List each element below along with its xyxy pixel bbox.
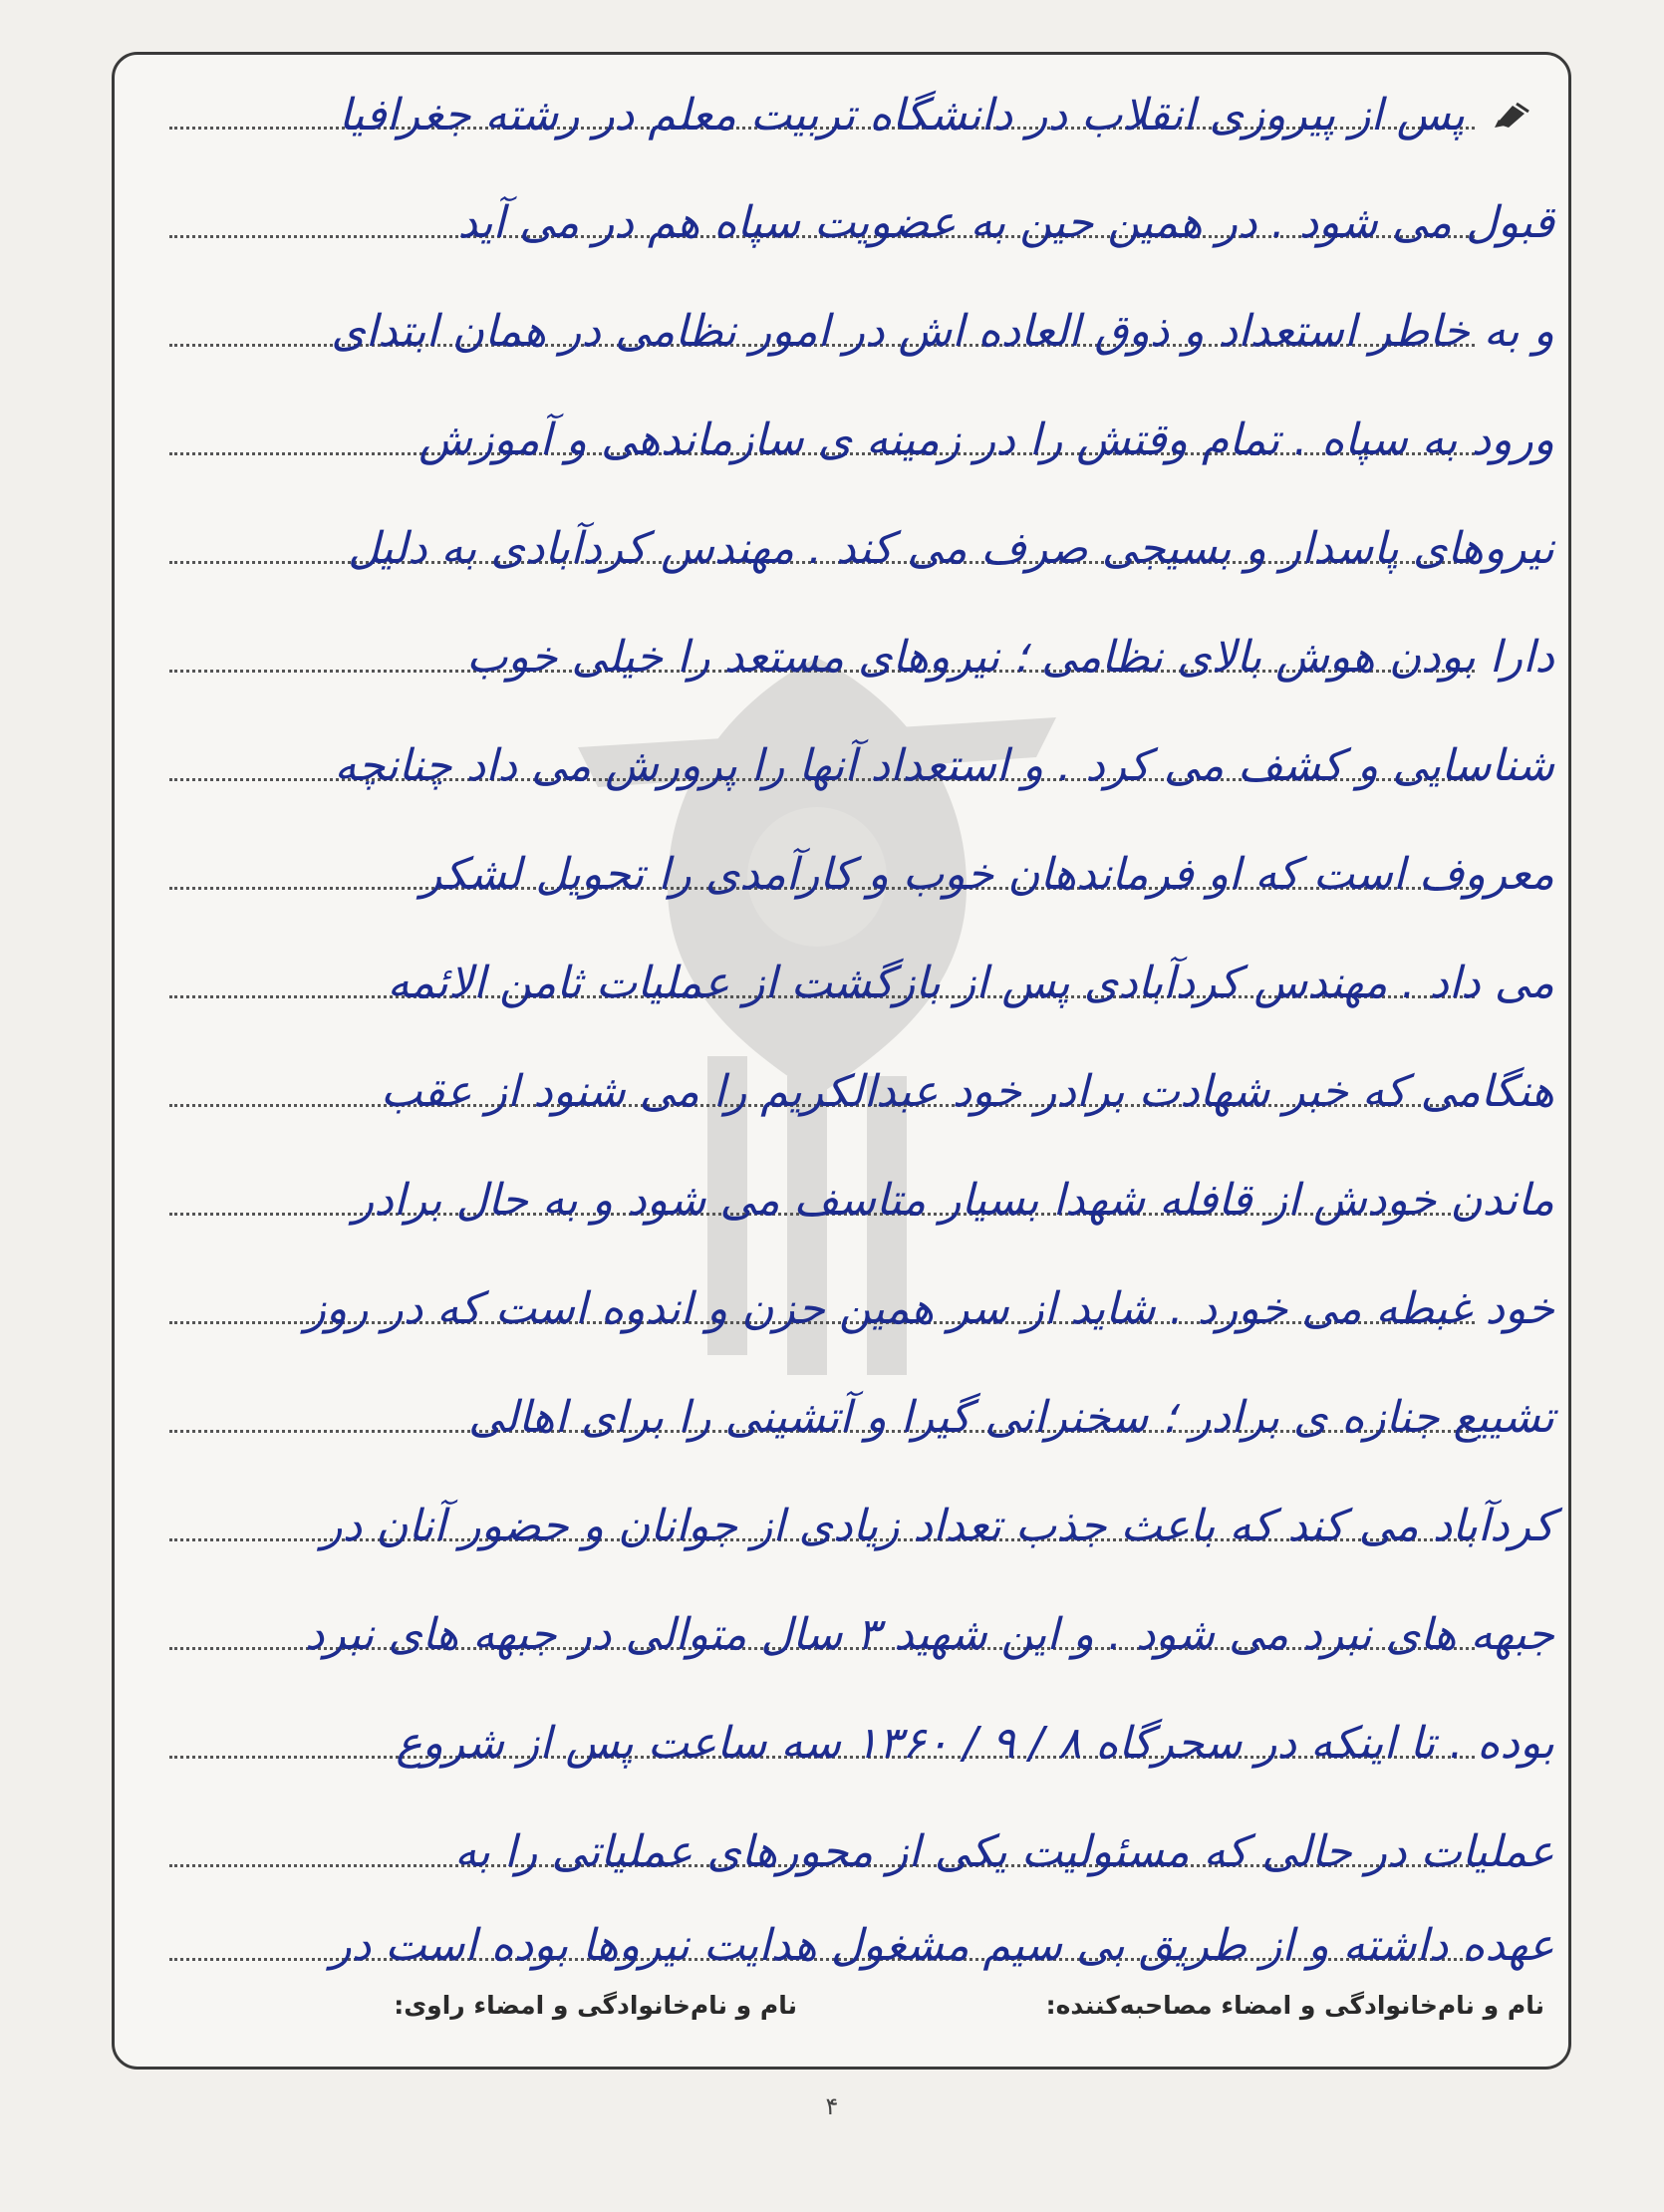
handwritten-line: کردآباد می کند که باعث جذب تعداد زیادی از جوانان و حضور آنان در (321, 1501, 1554, 1551)
handwritten-line: ورود به سپاه . تمام وقتش را در زمینه ی سازماندهی و آموزش (418, 415, 1554, 465)
handwritten-line: شناسایی و کشف می کرد . و استعداد آنها را پرورش می داد چنانچه (334, 740, 1554, 791)
handwritten-line: خود غبطه می خورد . شاید از سر همین حزن و اندوه است که در روز (304, 1283, 1554, 1334)
narrator-signature-label: نام و نام‌خانوادگی و امضاء راوی: (394, 1991, 797, 2020)
handwritten-line: عهده داشته و از طریق بی سیم مشغول هدایت نیروها بوده است در (330, 1920, 1554, 1971)
handwritten-line: تشییع جنازه ی برادر ؛ سخنرانی گیرا و آتشینی را برای اهالی (468, 1392, 1554, 1443)
handwritten-line: دارا بودن هوش بالای نظامی ؛ نیروهای مستعد را خیلی خوب (466, 632, 1554, 683)
handwritten-line: معروف است که او فرماندهان خوب و کارآمدی را تحویل لشکر (420, 849, 1554, 900)
handwritten-line: جبهه های نبرد می شود . و این شهید ۳ سال متوالی در جبهه های نبرد (304, 1609, 1554, 1660)
handwritten-line: و به خاطر استعداد و ذوق العاده اش در امور نظامی در همان ابتدای (331, 306, 1554, 357)
handwritten-line: می داد . مهندس کردآبادی پس از بازگشت از عملیات ثامن الائمه (387, 958, 1554, 1008)
handwritten-line: هنگامی که خبر شهادت برادر خود عبدالکریم را می شنود از عقب (381, 1066, 1554, 1117)
handwritten-line: بوده . تا اینکه در سحرگاه ۸ / ۹ / ۱۳۶۰ سه ساعت پس از شروع (396, 1718, 1554, 1769)
handwritten-line: پس از پیروزی انقلاب در دانشگاه تربیت معلم در رشته جغرافیا (338, 90, 1465, 140)
handwritten-line: قبول می شود . در همین حین به عضویت سپاه هم در می آید (457, 197, 1554, 248)
page-number: ۴ (825, 2092, 839, 2120)
pen-icon (1493, 100, 1532, 130)
handwritten-line: ماندن خودش از قافله شهدا بسیار متاسف می شود و به حال برادر (352, 1175, 1554, 1226)
interviewer-signature-label: نام و نام‌خانوادگی و امضاء مصاحبه‌کننده: (1045, 1991, 1544, 2020)
handwritten-line: عملیات در حالی که مسئولیت یکی از محورهای عملیاتی را به (454, 1826, 1554, 1877)
handwritten-line: نیروهای پاسدار و بسیجی صرف می کند . مهندس کردآبادی به دلیل (347, 523, 1554, 574)
